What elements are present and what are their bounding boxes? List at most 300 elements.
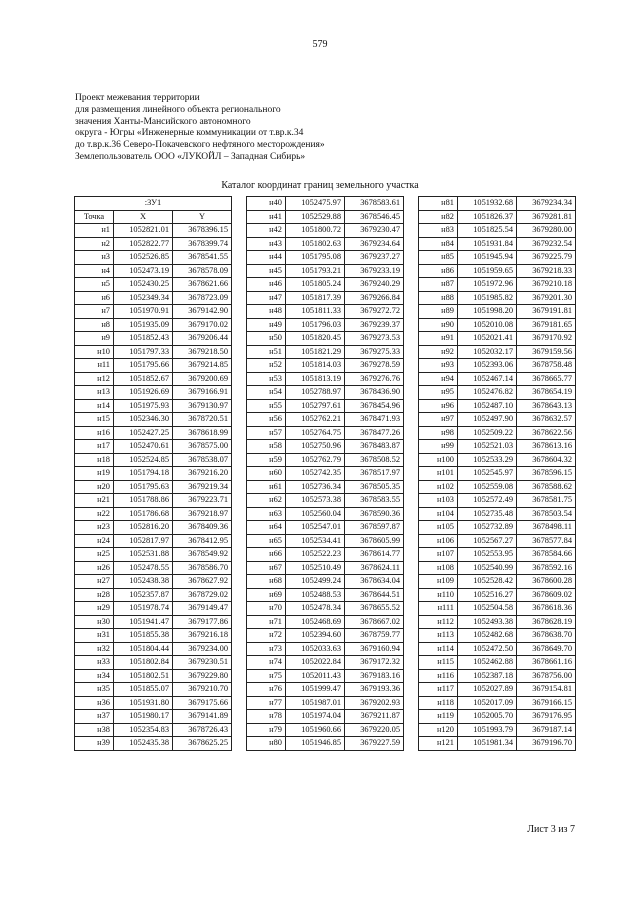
table-row <box>247 318 404 332</box>
table-row <box>75 561 232 575</box>
y-coordinate: 3678578.09 <box>173 264 232 278</box>
y-coordinate: 3679193.36 <box>345 683 404 697</box>
x-coordinate: 1052011.43 <box>286 669 345 683</box>
x-coordinate: 1052487.10 <box>458 399 517 413</box>
point-id: н31 <box>75 629 114 643</box>
y-coordinate: 3679275.33 <box>345 345 404 359</box>
point-id: н90 <box>419 318 458 332</box>
y-coordinate: 3679170.02 <box>173 318 232 332</box>
y-coordinate: 3679234.34 <box>517 197 576 211</box>
point-id: н38 <box>75 723 114 737</box>
y-column-header: Y <box>173 210 232 224</box>
point-id: н121 <box>419 737 458 751</box>
table-row <box>247 399 404 413</box>
point-id: н108 <box>419 561 458 575</box>
table-row <box>419 575 576 589</box>
table-row <box>419 291 576 305</box>
point-id: н98 <box>419 426 458 440</box>
table-row <box>247 251 404 265</box>
point-id: н52 <box>247 359 286 373</box>
x-coordinate: 1052567.27 <box>458 534 517 548</box>
x-coordinate: 1052573.38 <box>286 494 345 508</box>
table-row <box>247 683 404 697</box>
table-row <box>75 521 232 535</box>
header-line: значения Ханты-Мансийского автономного <box>75 116 251 127</box>
point-id: н59 <box>247 453 286 467</box>
x-column-header: X <box>114 210 173 224</box>
x-coordinate: 1052559.08 <box>458 480 517 494</box>
table-row <box>75 359 232 373</box>
y-coordinate: 3679223.71 <box>173 494 232 508</box>
x-coordinate: 1052027.89 <box>458 683 517 697</box>
point-id: н43 <box>247 237 286 251</box>
point-id: н62 <box>247 494 286 508</box>
header-line: для размещения линейного объекта регионального <box>75 104 281 115</box>
y-coordinate: 3679278.59 <box>345 359 404 373</box>
x-coordinate: 1051972.96 <box>458 278 517 292</box>
table-row <box>247 669 404 683</box>
point-id: н55 <box>247 399 286 413</box>
table-row <box>419 386 576 400</box>
point-id: н11 <box>75 359 114 373</box>
table-row <box>75 507 232 521</box>
point-id: н75 <box>247 669 286 683</box>
table-row <box>247 710 404 724</box>
point-id: н70 <box>247 602 286 616</box>
y-coordinate: 3679232.54 <box>517 237 576 251</box>
x-coordinate: 1052522.23 <box>286 548 345 562</box>
point-id: н27 <box>75 575 114 589</box>
x-coordinate: 1052478.55 <box>114 561 173 575</box>
table-row <box>247 359 404 373</box>
y-coordinate: 3679166.15 <box>517 696 576 710</box>
x-coordinate: 1052430.25 <box>114 278 173 292</box>
point-id: н94 <box>419 372 458 386</box>
point-id: н120 <box>419 723 458 737</box>
x-coordinate: 1051852.43 <box>114 332 173 346</box>
y-coordinate: 3679176.95 <box>517 710 576 724</box>
y-coordinate: 3679211.87 <box>345 710 404 724</box>
point-id: н78 <box>247 710 286 724</box>
table-row <box>419 615 576 629</box>
y-coordinate: 3678604.32 <box>517 453 576 467</box>
table-row <box>75 548 232 562</box>
point-id: н36 <box>75 696 114 710</box>
x-coordinate: 1051796.03 <box>286 318 345 332</box>
point-id: н107 <box>419 548 458 562</box>
table-row <box>247 440 404 454</box>
y-coordinate: 3679233.19 <box>345 264 404 278</box>
y-coordinate: 3679214.85 <box>173 359 232 373</box>
y-coordinate: 3678590.36 <box>345 507 404 521</box>
y-coordinate: 3679272.72 <box>345 305 404 319</box>
y-coordinate: 3678505.35 <box>345 480 404 494</box>
table-row <box>75 372 232 386</box>
x-coordinate: 1051805.24 <box>286 278 345 292</box>
table-row <box>419 278 576 292</box>
point-id: н86 <box>419 264 458 278</box>
table-row <box>247 494 404 508</box>
y-coordinate: 3678577.84 <box>517 534 576 548</box>
y-coordinate: 3678412.95 <box>173 534 232 548</box>
table-row <box>75 318 232 332</box>
point-id: н32 <box>75 642 114 656</box>
point-id: н54 <box>247 386 286 400</box>
x-coordinate: 1052467.14 <box>458 372 517 386</box>
point-id: н61 <box>247 480 286 494</box>
x-coordinate: 1052438.38 <box>114 575 173 589</box>
y-coordinate: 3678436.90 <box>345 386 404 400</box>
x-coordinate: 1051975.93 <box>114 399 173 413</box>
table-row <box>75 413 232 427</box>
table-row <box>419 480 576 494</box>
y-coordinate: 3678597.87 <box>345 521 404 535</box>
x-coordinate: 1051931.80 <box>114 696 173 710</box>
table-row <box>247 224 404 238</box>
point-id: н97 <box>419 413 458 427</box>
x-coordinate: 1051802.63 <box>286 237 345 251</box>
point-id: н37 <box>75 710 114 724</box>
y-coordinate: 3678655.52 <box>345 602 404 616</box>
point-id: н74 <box>247 656 286 670</box>
table-row <box>419 737 576 751</box>
point-id: н8 <box>75 318 114 332</box>
table-row <box>75 629 232 643</box>
table-row <box>75 534 232 548</box>
y-coordinate: 3679160.94 <box>345 642 404 656</box>
y-coordinate: 3678634.04 <box>345 575 404 589</box>
y-coordinate: 3679191.81 <box>517 305 576 319</box>
point-id: н64 <box>247 521 286 535</box>
table-row <box>247 575 404 589</box>
table-row <box>419 237 576 251</box>
table-row <box>247 210 404 224</box>
table-row <box>419 710 576 724</box>
y-coordinate: 3678454.96 <box>345 399 404 413</box>
y-coordinate: 3678503.54 <box>517 507 576 521</box>
point-id: н67 <box>247 561 286 575</box>
x-coordinate: 1051978.74 <box>114 602 173 616</box>
point-id: н44 <box>247 251 286 265</box>
table-row <box>247 278 404 292</box>
x-coordinate: 1051981.34 <box>458 737 517 751</box>
y-coordinate: 3679142.90 <box>173 305 232 319</box>
point-id: н104 <box>419 507 458 521</box>
y-coordinate: 3678600.28 <box>517 575 576 589</box>
y-coordinate: 3678614.77 <box>345 548 404 562</box>
y-coordinate: 3678613.16 <box>517 440 576 454</box>
point-id: н111 <box>419 602 458 616</box>
point-id: н96 <box>419 399 458 413</box>
x-coordinate: 1052476.82 <box>458 386 517 400</box>
y-coordinate: 3678622.56 <box>517 426 576 440</box>
point-id: н42 <box>247 224 286 238</box>
y-coordinate: 3678541.55 <box>173 251 232 265</box>
x-coordinate: 1051980.17 <box>114 710 173 724</box>
x-coordinate: 1052435.38 <box>114 737 173 751</box>
x-coordinate: 1051821.29 <box>286 345 345 359</box>
x-coordinate: 1052470.61 <box>114 440 173 454</box>
y-coordinate: 3679210.18 <box>517 278 576 292</box>
table-row <box>419 453 576 467</box>
x-coordinate: 1052817.97 <box>114 534 173 548</box>
x-coordinate: 1052010.08 <box>458 318 517 332</box>
point-id: н65 <box>247 534 286 548</box>
project-header <box>75 93 325 164</box>
point-id: н79 <box>247 723 286 737</box>
point-id: н10 <box>75 345 114 359</box>
point-id: н76 <box>247 683 286 697</box>
table-row <box>75 237 232 251</box>
table-row <box>75 467 232 481</box>
y-coordinate: 3678618.36 <box>517 602 576 616</box>
point-id: н117 <box>419 683 458 697</box>
y-coordinate: 3678605.99 <box>345 534 404 548</box>
table-row <box>75 278 232 292</box>
x-coordinate: 1051935.09 <box>114 318 173 332</box>
x-coordinate: 1052797.61 <box>286 399 345 413</box>
table-row <box>247 602 404 616</box>
point-id: н25 <box>75 548 114 562</box>
point-id: н56 <box>247 413 286 427</box>
y-coordinate: 3678644.51 <box>345 588 404 602</box>
x-coordinate: 1052750.96 <box>286 440 345 454</box>
table-row <box>419 521 576 535</box>
y-coordinate: 3679220.05 <box>345 723 404 737</box>
point-id: н19 <box>75 467 114 481</box>
point-id: н12 <box>75 372 114 386</box>
coordinates-table-2 <box>246 196 404 751</box>
y-coordinate: 3679183.16 <box>345 669 404 683</box>
coordinates-table-3 <box>418 196 576 751</box>
x-coordinate: 1052735.48 <box>458 507 517 521</box>
x-coordinate: 1051793.21 <box>286 264 345 278</box>
point-id: н60 <box>247 467 286 481</box>
y-coordinate: 3679159.56 <box>517 345 576 359</box>
y-coordinate: 3678575.00 <box>173 440 232 454</box>
x-coordinate: 1052427.25 <box>114 426 173 440</box>
y-coordinate: 3679239.37 <box>345 318 404 332</box>
y-coordinate: 3678508.52 <box>345 453 404 467</box>
table-row <box>247 467 404 481</box>
table-row <box>419 723 576 737</box>
table-row <box>247 507 404 521</box>
y-coordinate: 3678756.00 <box>517 669 576 683</box>
y-coordinate: 3679202.93 <box>345 696 404 710</box>
table-row <box>75 251 232 265</box>
table-row <box>247 332 404 346</box>
x-coordinate: 1052742.35 <box>286 467 345 481</box>
y-coordinate: 3679130.97 <box>173 399 232 413</box>
x-coordinate: 1051825.54 <box>458 224 517 238</box>
y-coordinate: 3678627.92 <box>173 575 232 589</box>
y-coordinate: 3678729.02 <box>173 588 232 602</box>
y-coordinate: 3679227.59 <box>345 737 404 751</box>
x-coordinate: 1051999.47 <box>286 683 345 697</box>
point-id: н84 <box>419 237 458 251</box>
y-coordinate: 3679230.47 <box>345 224 404 238</box>
point-id: н34 <box>75 669 114 683</box>
point-id: н119 <box>419 710 458 724</box>
x-coordinate: 1052493.38 <box>458 615 517 629</box>
y-coordinate: 3679175.66 <box>173 696 232 710</box>
y-coordinate: 3679210.70 <box>173 683 232 697</box>
y-coordinate: 3679281.81 <box>517 210 576 224</box>
x-coordinate: 1051820.45 <box>286 332 345 346</box>
x-coordinate: 1052032.17 <box>458 345 517 359</box>
x-coordinate: 1051941.47 <box>114 615 173 629</box>
point-id: н1 <box>75 224 114 238</box>
table-row <box>247 372 404 386</box>
point-id: н9 <box>75 332 114 346</box>
header-line: округа - Югры «Инженерные коммуникации от т.вр.к.34 <box>75 128 304 139</box>
point-id: н17 <box>75 440 114 454</box>
point-id: н24 <box>75 534 114 548</box>
x-coordinate: 1051794.18 <box>114 467 173 481</box>
table-row <box>419 494 576 508</box>
y-coordinate: 3679237.27 <box>345 251 404 265</box>
x-coordinate: 1052524.85 <box>114 453 173 467</box>
point-id: н110 <box>419 588 458 602</box>
table-row <box>75 683 232 697</box>
point-id: н71 <box>247 615 286 629</box>
x-coordinate: 1051814.03 <box>286 359 345 373</box>
y-coordinate: 3678661.16 <box>517 656 576 670</box>
point-column-header: Точка <box>75 210 114 224</box>
y-coordinate: 3679230.51 <box>173 656 232 670</box>
x-coordinate: 1051817.39 <box>286 291 345 305</box>
y-coordinate: 3678583.55 <box>345 494 404 508</box>
table-row <box>247 264 404 278</box>
table-row <box>75 669 232 683</box>
catalog-title: Каталог координат границ земельного участка <box>221 180 419 191</box>
x-coordinate: 1051795.66 <box>114 359 173 373</box>
point-id: н87 <box>419 278 458 292</box>
y-coordinate: 3679234.64 <box>345 237 404 251</box>
x-coordinate: 1052560.04 <box>286 507 345 521</box>
x-coordinate: 1052354.83 <box>114 723 173 737</box>
point-id: н4 <box>75 264 114 278</box>
point-id: н106 <box>419 534 458 548</box>
point-id: н3 <box>75 251 114 265</box>
table-row <box>247 521 404 535</box>
table-row <box>419 507 576 521</box>
y-coordinate: 3679229.80 <box>173 669 232 683</box>
table-row <box>419 345 576 359</box>
x-coordinate: 1051993.79 <box>458 723 517 737</box>
point-id: н33 <box>75 656 114 670</box>
x-coordinate: 1051855.38 <box>114 629 173 643</box>
x-coordinate: 1051985.82 <box>458 291 517 305</box>
table-row <box>419 669 576 683</box>
y-coordinate: 3679141.89 <box>173 710 232 724</box>
header-line: до т.вр.к.36 Северо-Покачевского нефтяного месторождения» <box>75 140 325 151</box>
y-coordinate: 3679225.79 <box>517 251 576 265</box>
point-id: н115 <box>419 656 458 670</box>
parcel-header: :ЗУ1 <box>75 197 232 211</box>
x-coordinate: 1052005.70 <box>458 710 517 724</box>
x-coordinate: 1052533.29 <box>458 453 517 467</box>
x-coordinate: 1052521.03 <box>458 440 517 454</box>
table-row <box>75 696 232 710</box>
table-row <box>75 737 232 751</box>
x-coordinate: 1051946.85 <box>286 737 345 751</box>
table-row <box>247 561 404 575</box>
y-coordinate: 3679276.76 <box>345 372 404 386</box>
y-coordinate: 3679219.34 <box>173 480 232 494</box>
x-coordinate: 1051974.04 <box>286 710 345 724</box>
point-id: н82 <box>419 210 458 224</box>
table-row <box>247 291 404 305</box>
y-coordinate: 3678624.11 <box>345 561 404 575</box>
x-coordinate: 1052478.34 <box>286 602 345 616</box>
table-row <box>75 264 232 278</box>
x-coordinate: 1051804.44 <box>114 642 173 656</box>
y-coordinate: 3678549.92 <box>173 548 232 562</box>
table-row <box>419 683 576 697</box>
point-id: н116 <box>419 669 458 683</box>
point-id: н72 <box>247 629 286 643</box>
table-row <box>247 453 404 467</box>
x-coordinate: 1052021.41 <box>458 332 517 346</box>
x-coordinate: 1052540.99 <box>458 561 517 575</box>
sheet-number: Лист 3 из 7 <box>527 824 575 835</box>
x-coordinate: 1051802.51 <box>114 669 173 683</box>
y-coordinate: 3678538.07 <box>173 453 232 467</box>
x-coordinate: 1052553.95 <box>458 548 517 562</box>
table-row <box>75 305 232 319</box>
table-row <box>75 642 232 656</box>
y-coordinate: 3679206.44 <box>173 332 232 346</box>
point-id: н30 <box>75 615 114 629</box>
y-coordinate: 3679181.65 <box>517 318 576 332</box>
point-id: н46 <box>247 278 286 292</box>
table-row <box>419 629 576 643</box>
point-id: н53 <box>247 372 286 386</box>
x-coordinate: 1052762.21 <box>286 413 345 427</box>
x-coordinate: 1052346.30 <box>114 413 173 427</box>
point-id: н91 <box>419 332 458 346</box>
x-coordinate: 1051797.33 <box>114 345 173 359</box>
x-coordinate: 1052762.79 <box>286 453 345 467</box>
y-coordinate: 3678638.70 <box>517 629 576 643</box>
point-id: н103 <box>419 494 458 508</box>
x-coordinate: 1051802.84 <box>114 656 173 670</box>
x-coordinate: 1052472.50 <box>458 642 517 656</box>
x-coordinate: 1052764.75 <box>286 426 345 440</box>
x-coordinate: 1052816.20 <box>114 521 173 535</box>
x-coordinate: 1052531.88 <box>114 548 173 562</box>
table-row <box>419 642 576 656</box>
x-coordinate: 1051959.65 <box>458 264 517 278</box>
table-row <box>419 413 576 427</box>
table-row <box>419 588 576 602</box>
page-number: 579 <box>312 39 328 50</box>
point-id: н85 <box>419 251 458 265</box>
table-row <box>419 332 576 346</box>
point-id: н7 <box>75 305 114 319</box>
header-line: Землепользователь ООО «ЛУКОЙЛ – Западная Сибирь» <box>75 151 306 162</box>
y-coordinate: 3679201.30 <box>517 291 576 305</box>
point-id: н22 <box>75 507 114 521</box>
table-row <box>419 440 576 454</box>
point-id: н114 <box>419 642 458 656</box>
y-coordinate: 3679218.97 <box>173 507 232 521</box>
table-row <box>247 426 404 440</box>
point-id: н40 <box>247 197 286 211</box>
point-id: н109 <box>419 575 458 589</box>
point-id: н95 <box>419 386 458 400</box>
